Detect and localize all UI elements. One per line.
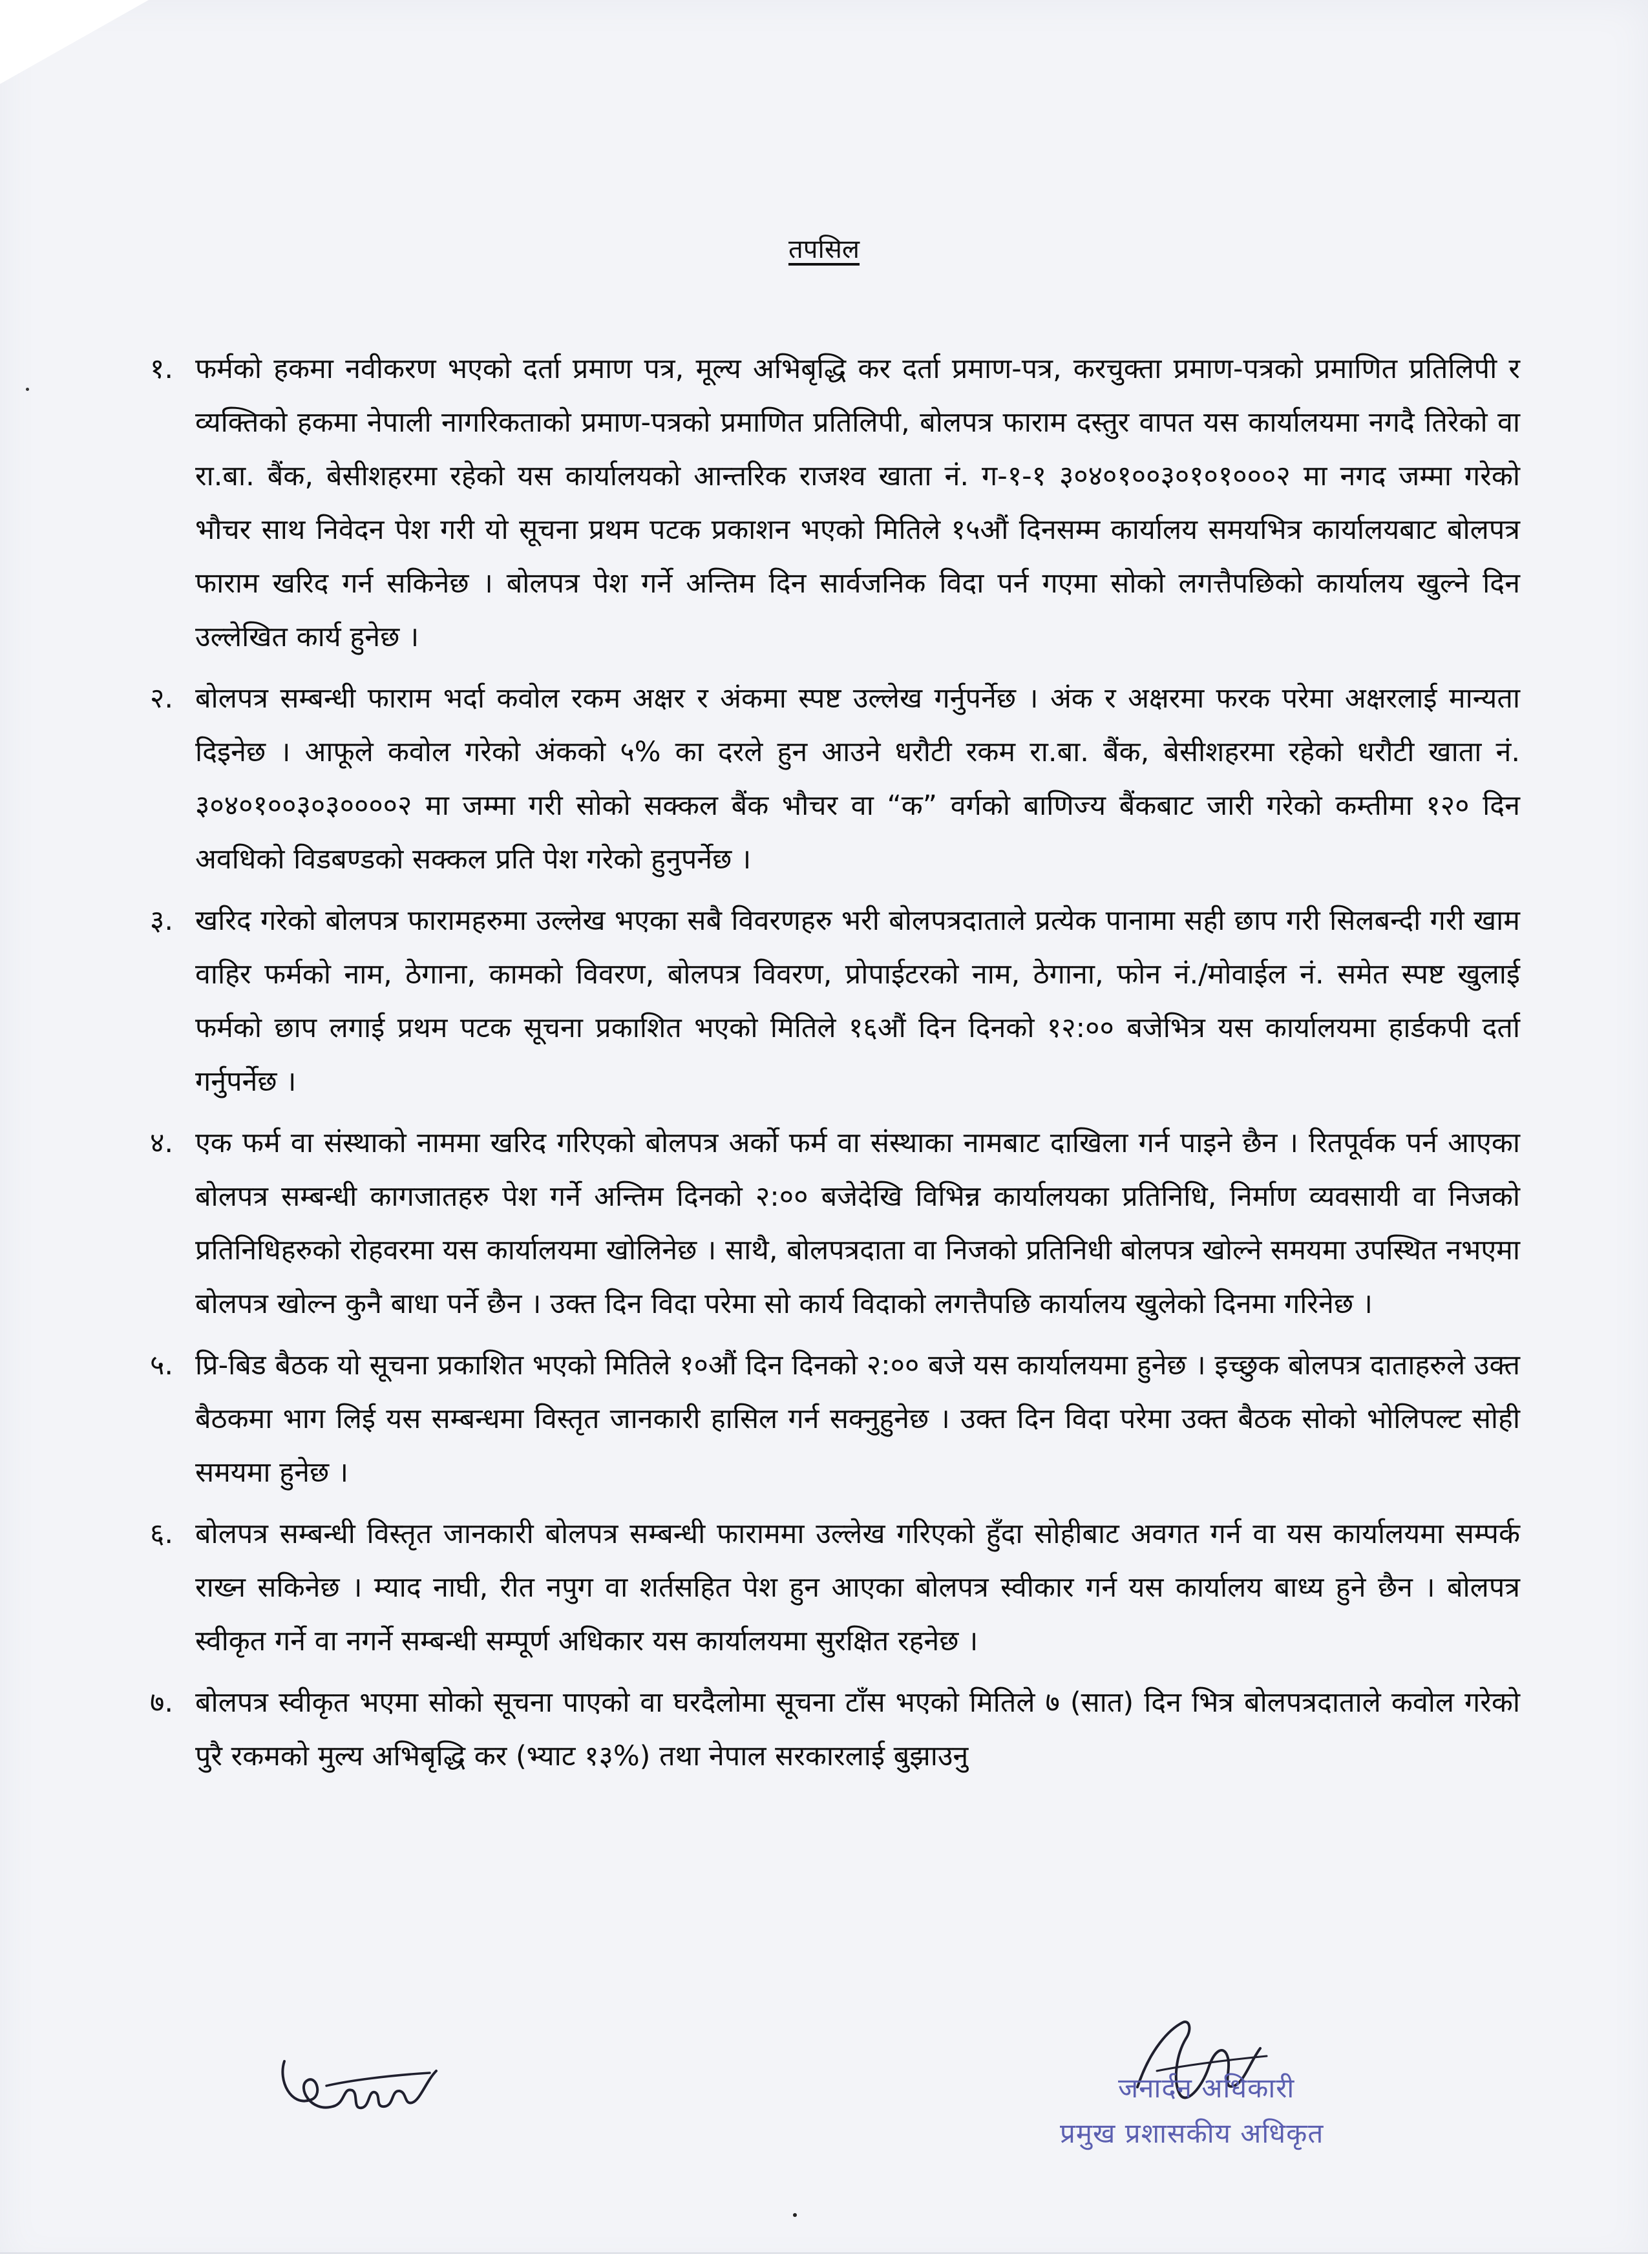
item-number: ७. xyxy=(150,1686,174,1719)
list-item xyxy=(150,672,1520,887)
list-item xyxy=(150,1507,1520,1668)
item-text: एक फर्म वा संस्थाको नाममा खरिद गरिएको बोलपत्र अर्को फर्म वा संस्थाका नामबाट दाखिला गर्न पाइने छैन । रितपूर्वक पर्न आएका बोलपत्र सम्बन्धी कागजातहरु पेश गर्ने अन्तिम दिनको २:०० बजेदेखि विभिन्न कार्यालयका प्रतिनिधि, निर्माण व्यवसायी वा निजको प्रतिनिधिहरुको रोहवरमा यस कार्यालयमा खोलिनेछ । साथै, बोलपत्रदाता वा निजको प्रतिनिधी बोलपत्र खोल्ने समयमा उपस्थित नभएमा बोलपत्र खोल्न कुनै बाधा पर्ने छैन । उक्त दिन विदा परेमा सो कार्य विदाको लगत्तैपछि कार्यालय खुलेको दिनमा गरिनेछ । xyxy=(195,1127,1520,1320)
heading-text: तपसिल xyxy=(788,235,860,264)
stamp-name: जनार्दन अधिकारी xyxy=(1118,2072,1295,2104)
section-heading xyxy=(0,230,1648,266)
item-number: ४. xyxy=(150,1127,174,1159)
item-number: २. xyxy=(150,682,174,715)
item-text: बोलपत्र सम्बन्धी फाराम भर्दा कवोल रकम अक्षर र अंकमा स्पष्ट उल्लेख गर्नुपर्नेछ । अंक र अक्षरमा फरक परेमा अक्षरलाई मान्यता दिइनेछ । आफूले कवोल गरेको अंकको ५% का दरले हुन आउने धरौटी रकम रा.बा. बैंक, बेसीशहरमा रहेको धरौटी खाता नं. ३०४०१००३०३००००२ मा जम्मा गरी सोको सक्कल बैंक भौचर वा “क” वर्गको बाणिज्य बैंकबाट जारी गरेको कम्तीमा १२० दिन अवधिको विडबण्डको सक्कल प्रति पेश गरेको हुनुपर्नेछ । xyxy=(195,682,1520,876)
list-item xyxy=(150,894,1520,1109)
margin-dot xyxy=(26,388,29,391)
list-item xyxy=(150,1117,1520,1331)
item-number: १. xyxy=(150,353,174,385)
folded-corner xyxy=(0,0,149,84)
item-text: फर्मको हकमा नवीकरण भएको दर्ता प्रमाण पत्र, मूल्य अभिबृद्धि कर दर्ता प्रमाण-पत्र, करचुक्ता प्रमाण-पत्रको प्रमाणित प्रतिलिपी र व्यक्तिको हकमा नेपाली नागरिकताको प्रमाण-पत्रको प्रमाणित प्रतिलिपी, बोलपत्र फाराम दस्तुर वापत यस कार्यालयमा नगदै तिरेको वा रा.बा. बैंक, बेसीशहरमा रहेको यस कार्यालयको आन्तरिक राजश्व खाता नं. ग-१-१ ३०४०१००३०१०१०००२ मा नगद जम्मा गरेको भौचर साथ निवेदन पेश गरी यो सूचना प्रथम पटक प्रकाशन भएको मितिले १५औं दिनसम्म कार्यालय समयभित्र कार्यालयबाट बोलपत्र फाराम खरिद गर्न सकिनेछ । बोलपत्र पेश गर्ने अन्तिम दिन सार्वजनिक विदा पर्न गएमा सोको लगत्तैपछिको कार्यालय खुल्ने दिन उल्लेखित कार्य हुनेछ । xyxy=(195,353,1520,653)
item-list xyxy=(150,342,1520,1791)
bottom-dot xyxy=(793,2213,797,2217)
stamp-designation: प्रमुख प्रशासकीय अधिकृत xyxy=(1060,2117,1324,2149)
handwritten-signature-left xyxy=(271,2035,446,2132)
item-text: प्रि-बिड बैठक यो सूचना प्रकाशित भएको मितिले १०औं दिन दिनको २:०० बजे यस कार्यालयमा हुनेछ । इच्छुक बोलपत्र दाताहरुले उक्त बैठकमा भाग लिई यस सम्बन्धमा विस्तृत जानकारी हासिल गर्न सक्नुहुनेछ । उक्त दिन विदा परेमा उक्त बैठक सोको भोलिपल्ट सोही समयमा हुनेछ । xyxy=(195,1349,1520,1489)
list-item xyxy=(150,342,1520,664)
item-text: बोलपत्र स्वीकृत भएमा सोको सूचना पाएको वा घरदैलोमा सूचना टाँस भएको मितिले ७ (सात) दिन भित्र बोलपत्रदाताले कवोल गरेको पुरै रकमको मुल्य अभिबृद्धि कर (भ्याट १३%) तथा नेपाल सरकारलाई बुझाउनु xyxy=(195,1686,1520,1772)
item-number: ५. xyxy=(150,1349,174,1381)
list-item xyxy=(150,1339,1520,1500)
item-text: खरिद गरेको बोलपत्र फारामहरुमा उल्लेख भएका सबै विवरणहरु भरी बोलपत्रदाताले प्रत्येक पानामा सही छाप गरी सिलबन्दी गरी खाम वाहिर फर्मको नाम, ठेगाना, कामको विवरण, बोलपत्र विवरण, प्रोपाईटरको नाम, ठेगाना, फोन नं./मोवाईल नं. समेत स्पष्ट खुलाई फर्मको छाप लगाई प्रथम पटक सूचना प्रकाशित भएको मितिले १६औं दिन दिनको १२:०० बजेभित्र यस कार्यालयमा हार्डकपी दर्ता गर्नुपर्नेछ । xyxy=(195,905,1520,1098)
official-stamp xyxy=(1047,2035,1512,2171)
list-item xyxy=(150,1676,1520,1783)
item-number: ६. xyxy=(150,1518,174,1550)
item-number: ३. xyxy=(150,905,174,937)
page-bottom-edge xyxy=(0,2252,1648,2268)
item-text: बोलपत्र सम्बन्धी विस्तृत जानकारी बोलपत्र सम्बन्धी फाराममा उल्लेख गरिएको हुँदा सोहीबाट अवगत गर्न वा यस कार्यालयमा सम्पर्क राख्न सकिनेछ । म्याद नाघी, रीत नपुग वा शर्तसहित पेश हुन आएका बोलपत्र स्वीकार गर्न यस कार्यालय बाध्य हुने छैन । बोलपत्र स्वीकृत गर्ने वा नगर्ने सम्बन्धी सम्पूर्ण अधिकार यस कार्यालयमा सुरक्षित रहनेछ । xyxy=(195,1518,1520,1657)
